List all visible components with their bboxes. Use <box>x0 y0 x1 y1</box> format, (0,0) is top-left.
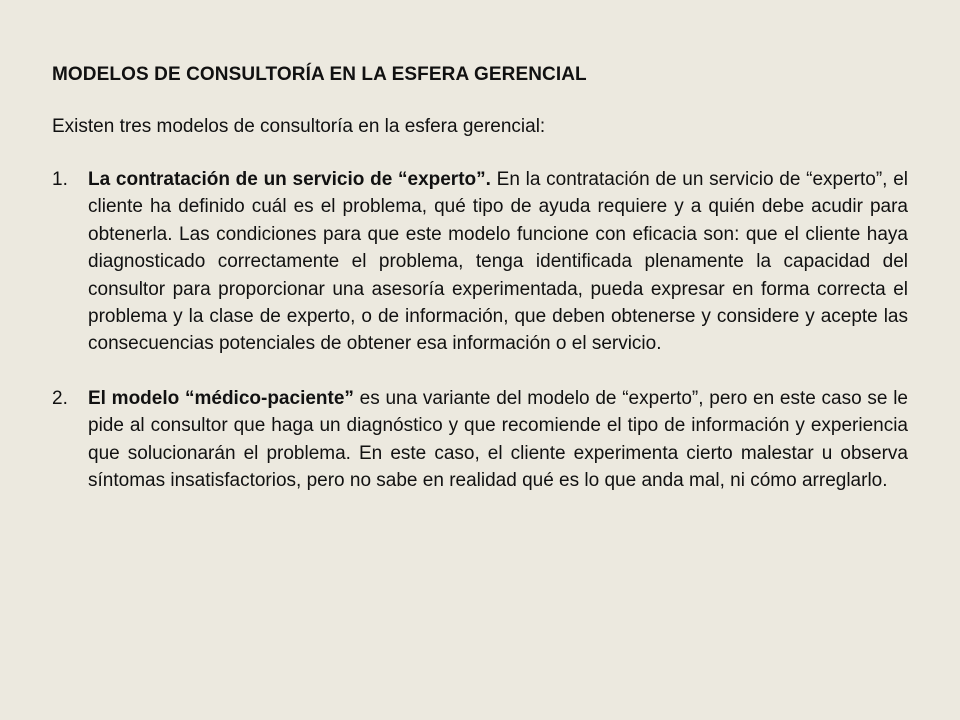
list-item-doctor-patient-model <box>52 385 908 495</box>
list-number: 2. <box>52 387 68 409</box>
item-lead-text: La contratación de un servicio de “experto”. <box>88 169 491 190</box>
intro-text: Existen tres modelos de consultoría en la esfera gerencial: <box>52 116 546 137</box>
item-body-text: En la contratación de un servicio de “experto”, el cliente ha definido cuál es el problema, qué tipo de ayuda requiere y a quién debe acudir para obtenerla. Las condiciones para que este modelo funcione con eficacia son: que el cliente haya diagnosticado correctamente el problema, tenga identificada plenamente la capacidad del consultor para proporcionar una asesoría experimentada, pueda expresar en forma correcta el problema y la clase de experto, o de información, que deben obtenerse y considere y acepte las consecuencias potenciales de obtener esa información o el servicio. <box>88 169 908 355</box>
item-lead-text: El modelo “médico-paciente” <box>88 387 354 409</box>
list-number: 1. <box>52 169 68 190</box>
page-title: MODELOS DE CONSULTORÍA EN LA ESFERA GERENCIAL <box>52 64 587 85</box>
list-item-expert-model <box>52 166 908 358</box>
models-list <box>52 166 908 494</box>
item-body-text: es una variante del modelo de “experto”, pero en este caso se le pide al consultor que haga un diagnóstico y que recomiende el tipo de información y experiencia que solucionarán el problema. En este caso, el cliente experimenta cierto malestar u observa síntomas insatisfactorios, pero no sabe en realidad qué es lo que anda mal, ni cómo arreglarlo. <box>88 387 909 492</box>
